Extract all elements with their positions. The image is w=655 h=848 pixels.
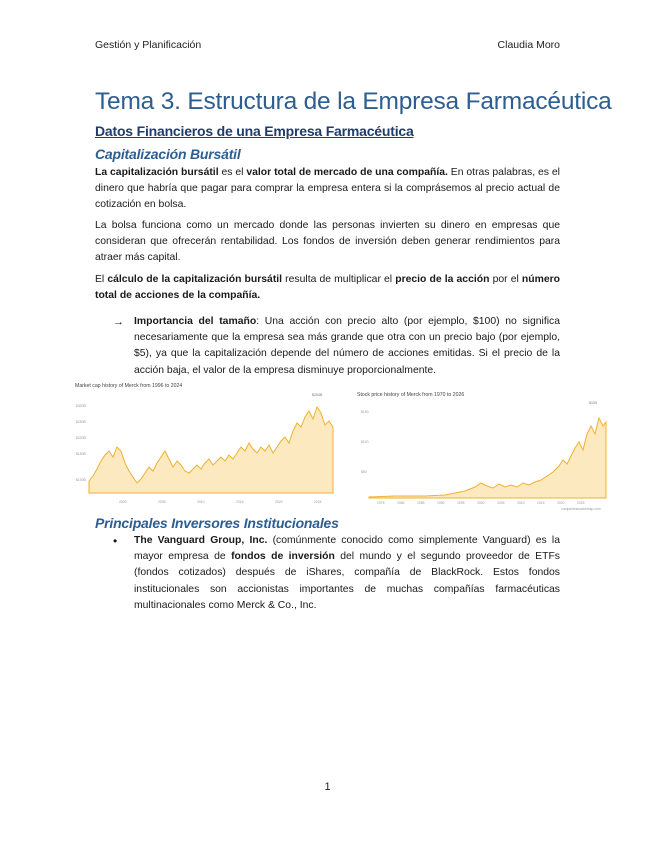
bold-term: precio de la acción: [395, 274, 490, 285]
text-run: resulta de multiplicar el: [282, 274, 396, 285]
section-heading-inversores: Principales Inversores Institucionales: [95, 515, 339, 531]
header-left: Gestión y Planificación: [95, 39, 202, 51]
arrow-item-text: [134, 314, 560, 379]
bold-term: número total de acciones de la compañía.: [95, 274, 560, 302]
y-tick-label: $100B: [76, 478, 86, 482]
y-tick-label: $200B: [76, 436, 86, 440]
bullet-list-item: [113, 533, 560, 614]
x-tick-label: 2000: [119, 500, 127, 504]
bold-term: The Vanguard Group, Inc.: [134, 535, 268, 546]
x-tick-label: 1980: [397, 501, 405, 505]
chart-stock-price: [355, 390, 608, 512]
page-number: 1: [324, 781, 331, 793]
bullet-item-text: [134, 533, 560, 614]
x-tick-label: 1985: [417, 501, 425, 505]
chart-title: Stock price history of Merck from 1970 to 2026: [357, 392, 465, 398]
x-tick-label: 2025: [577, 501, 585, 505]
y-tick-label: $250B: [76, 420, 86, 424]
x-tick-label: 2020: [275, 500, 283, 504]
x-tick-label: 1990: [437, 501, 445, 505]
chart-source: companiesmarketcap.com: [561, 507, 601, 511]
x-tick-label: 1995: [457, 501, 465, 505]
x-tick-label: 2020: [557, 501, 565, 505]
bold-term: cálculo de la capitalización bursátil: [107, 274, 283, 285]
stock-price-area: [369, 418, 606, 498]
x-tick-label: 2010: [517, 501, 525, 505]
paragraph-calculo: [95, 272, 560, 304]
section-heading-capitalizacion: Capitalización Bursátil: [95, 146, 241, 162]
page-title: Tema 3. Estructura de la Empresa Farmacéutica: [95, 88, 612, 115]
arrow-list-item: [113, 314, 560, 379]
text-run: es el: [218, 167, 247, 178]
bold-term: Importancia del tamaño: [134, 316, 257, 327]
text-run: En otras palabras, es el dinero que habría que pagar para comprar la empresa entera si la comprásemos al precio actual de cotización en bolsa.: [95, 167, 560, 211]
bold-term: fondos de inversión: [231, 551, 335, 563]
paragraph-definition: [95, 165, 560, 214]
text-run: por el: [489, 274, 522, 285]
y-tick-label: $50: [361, 470, 367, 474]
y-tick-label: $150B: [76, 452, 86, 456]
chart-title: Market cap history of Merck from 1996 to 2024: [75, 383, 183, 389]
header-right: Claudia Moro: [497, 39, 560, 51]
paragraph-bolsa: La bolsa funciona como un mercado donde las personas invierten su dinero en empresas que consideran que ofrecerán rentabilidad. Los fondos de inversión deben generar rendimientos para atraer más capital.: [95, 220, 560, 264]
arrow-icon: →: [113, 316, 124, 328]
chart-market-cap: [73, 381, 336, 508]
text-run: El: [95, 274, 108, 285]
x-tick-label: 2010: [197, 500, 205, 504]
x-tick-label: 2000: [477, 501, 485, 505]
bullet-icon: •: [113, 534, 118, 548]
x-tick-label: 2015: [236, 500, 244, 504]
page-subtitle: Datos Financieros de una Empresa Farmacéutica: [95, 123, 414, 139]
text-run: (comúnmente conocido como simplemente Vanguard) es la mayor empresa de: [134, 535, 561, 563]
y-tick-label: $150: [361, 410, 369, 414]
text-run: del mundo y el segundo proveedor de ETFs (fondos cotizados) después de iShares, compañía de BlackRock. Estos fondos institucionales son accionistas importantes de muchas compañías farmacéuticas multinacionales como Merck & Co., Inc.: [134, 551, 560, 611]
chart-annotation: $109: [589, 401, 597, 405]
chart-annotation: $254B: [312, 393, 323, 397]
y-tick-label: $100: [361, 440, 369, 444]
x-tick-label: 2005: [158, 500, 166, 504]
x-tick-label: 2005: [497, 501, 505, 505]
market-cap-area: [89, 407, 333, 493]
bold-term: La capitalización bursátil: [95, 167, 219, 178]
x-tick-label: 2024: [314, 500, 322, 504]
text-run: : Una acción con precio alto (por ejemplo, $100) no significa necesariamente que la empresa sea más grande que otra con un precio bajo (por ejemplo, $5), ya que la capitalización depende del número de acciones emitidas. Si el precio de la acción baja, el valor de la empresa disminuye proporcionalmente.: [134, 316, 560, 376]
x-tick-label: 2015: [537, 501, 545, 505]
y-tick-label: $300B: [76, 404, 86, 408]
x-tick-label: 1975: [377, 501, 385, 505]
bold-term: valor total de mercado de una compañía.: [246, 167, 448, 178]
